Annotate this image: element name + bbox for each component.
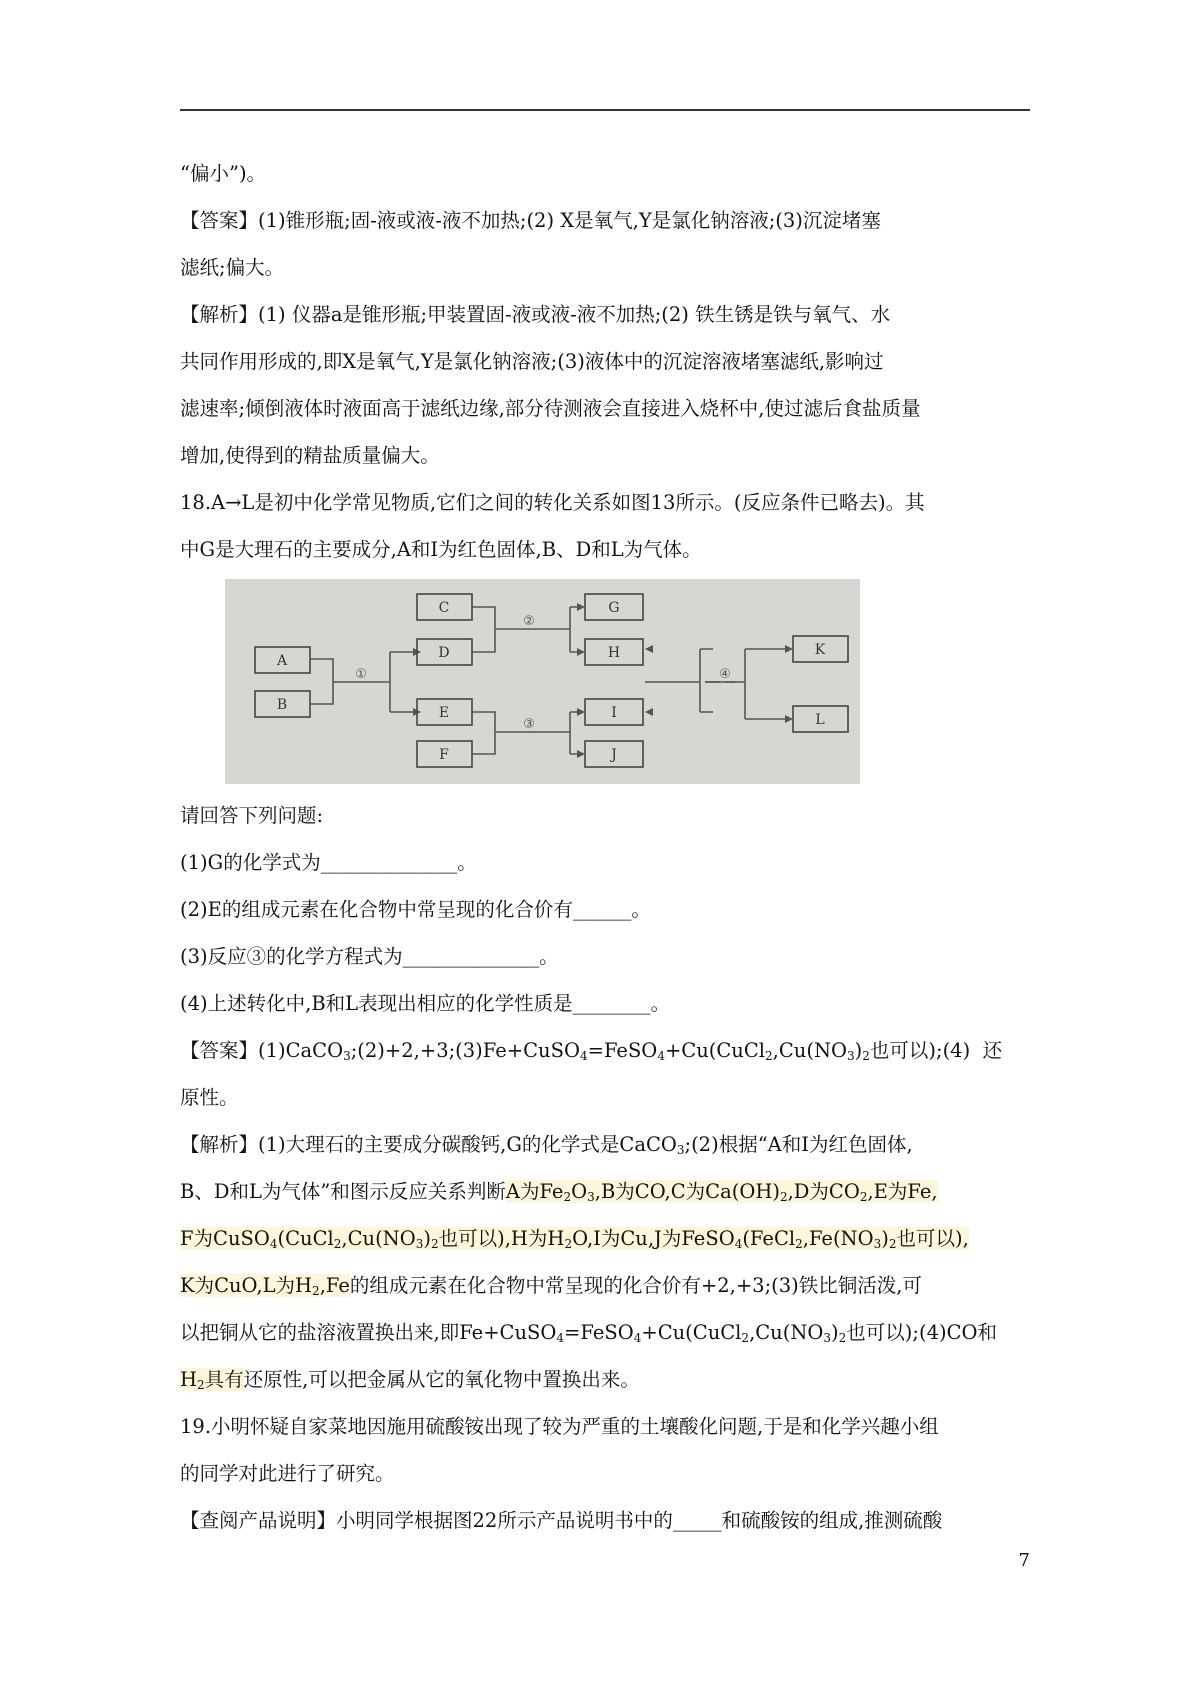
text-line: 【查阅产品说明】小明同学根据图22所示产品说明书中的_____和硫酸铵的组成,推测硫酸 [180,1509,943,1532]
box-label-D: D [438,645,450,661]
text-line: 增加,使得到的精盐质量偏大。 [180,444,440,467]
page-content [180,150,1030,1544]
diagram-svg [225,579,860,784]
box-label-A: A [276,653,288,669]
text-line: 共同作用形成的,即X是氧气,Y是氯化钠溶液;(3)液体中的沉淀溶液堵塞滤纸,影响过 [180,350,884,373]
box-label-F: F [439,747,449,763]
reaction-label-3: ③ [523,717,535,732]
analysis-line: 【解析】(1)大理石的主要成分碳酸钙,G的化学式是CaCO$_3$;(2)根据“A和I为红色固体, [180,1133,913,1157]
text-line: 【答案】(1)锥形瓶;固-液或液-液不加热;(2) X是氧气,Y是氯化钠溶液;(3)沉淀堵塞 [180,209,881,232]
box-label-L: L [815,712,825,728]
text-line: 滤速率;倾倒液体时液面高于滤纸边缘,部分待测液会直接进入烧杯中,使过滤后食盐质量 [180,397,921,420]
text-line: 【解析】(1) 仪器a是锥形瓶;甲装置固-液或液-液不加热;(2) 铁生锈是铁与氧气、水 [180,303,891,326]
text-line: K为CuO,L为$H_2,Fe$的组成元素在化合物中常呈现的化合价有+2,+3;(3)铁比铜活泼,可 [180,1274,922,1298]
text-line: 请回答下列问题: [180,804,324,827]
header-rule [180,109,1030,111]
page-number: 7 [1018,1550,1030,1571]
text-line: 滤纸;偏大。 [180,256,285,279]
box-label-E: E [438,705,450,721]
text-line: 的同学对此进行了研究。 [180,1462,395,1485]
box-label-B: B [276,697,288,713]
box-label-H: H [607,645,621,661]
text-line: (1)G的化学式为______________。 [180,851,477,874]
text-line: (3)反应③的化学方程式为______________。 [180,945,559,968]
box-label-C: C [438,600,450,616]
box-label-K: K [814,642,826,658]
question-18-line: 18.A→L是初中化学常见物质,它们之间的转化关系如图13所示。(反应条件已略去)。其 [180,491,925,514]
text-line: B、D和L为气体”和图示反应关系判断A为$Fe_2O_3,B$为CO,C为$Ca(OH)_2,D$为$CO_2,E$为Fe, [180,1180,938,1204]
text-line: “偏小”)。 [180,162,267,185]
text-line: 以把铜从它的盐溶液置换出来,即$Fe+CuSO_4=FeSO_4+Cu(CuCl_2,Cu(NO_3)_2$也可以);(4)CO和 [180,1321,998,1345]
box-label-J: J [611,747,617,763]
reaction-label-4: ④ [719,667,731,682]
reaction-label-1: ① [355,667,367,682]
box-label-G: G [608,600,620,616]
question-19-line: 19.小明怀疑自家菜地因施用硫酸铵出现了较为严重的土壤酸化问题,于是和化学兴趣小组 [180,1415,939,1438]
text-line: 中G是大理石的主要成分,A和I为红色固体,B、D和L为气体。 [180,538,702,561]
text-line: 原性。 [180,1086,239,1109]
text-line: F为$CuSO_4(CuCl_2,Cu(NO_3)_2$也可以),H为$H_2O,I$为Cu,J为$FeSO_4(FeCl_2,Fe(NO_3)_2$也可以), [180,1227,969,1251]
reaction-label-2: ② [523,614,535,629]
text-line: (4)上述转化中,B和L表现出相应的化学性质是________。 [180,992,671,1015]
text-line: $H_2$具有还原性,可以把金属从它的氧化物中置换出来。 [180,1368,640,1392]
conversion-diagram [225,579,860,784]
box-label-I: I [611,705,617,721]
answer-line: 【答案】$(1)CaCO_3;(2)+2,+3;(3)Fe+CuSO_4=FeSO_4+Cu(CuCl_2,Cu(NO_3)_2$也可以);(4) 还 [180,1039,1003,1063]
text-line: (2)E的组成元素在化合物中常呈现的化合价有______。 [180,898,651,921]
